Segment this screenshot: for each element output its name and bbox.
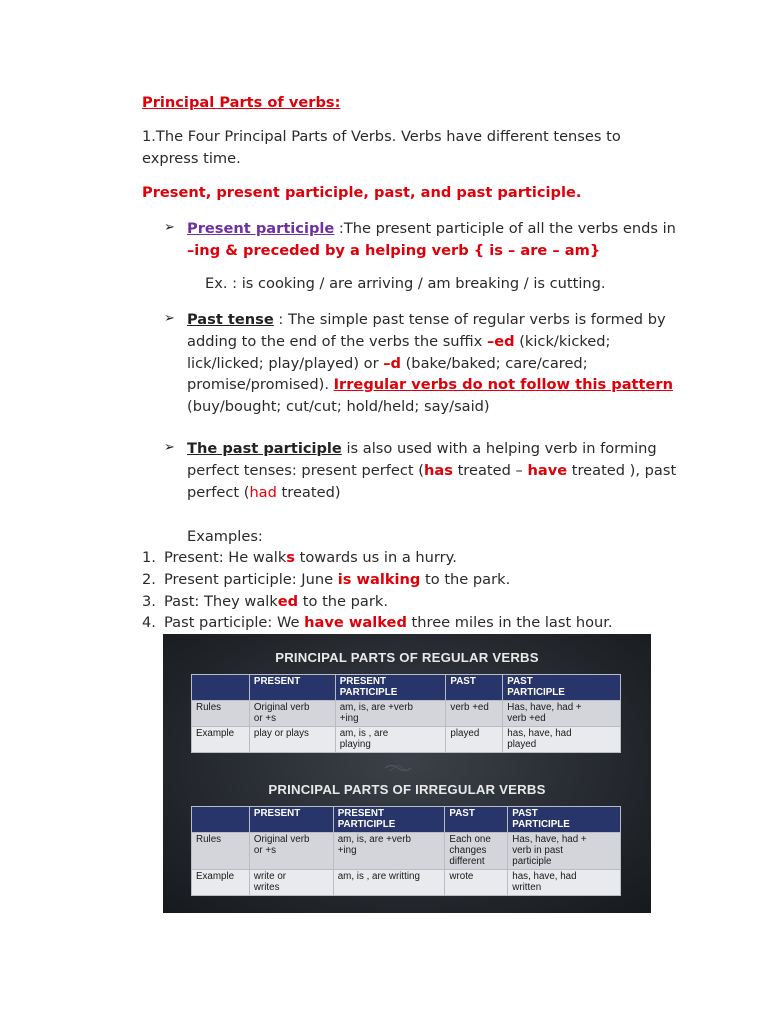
past-tense-text: (bake/baked; care/cared; [400, 355, 588, 372]
page-title: Principal Parts of verbs: [142, 94, 341, 111]
example-text: to the park. [420, 571, 511, 588]
table-cell: Example [192, 870, 250, 896]
table-row [192, 701, 621, 727]
arrow-bullet-icon: ➢ [164, 220, 175, 235]
past-participle-text: perfect ( [187, 484, 250, 501]
divider-ornament-icon [383, 762, 413, 774]
past-tense-line-5: (buy/bought; cut/cut; hold/held; say/said) [187, 398, 490, 415]
table-header-cell: PAST [445, 807, 508, 833]
example-item [142, 612, 613, 634]
past-tense-text: : The simple past tense of regular verbs is formed by [273, 311, 666, 328]
past-tense-line-4 [187, 374, 673, 396]
table-header-row [192, 675, 621, 701]
example-text: Present participle: June [164, 571, 338, 588]
list-number: 4. [142, 614, 156, 631]
example-highlight: ed [277, 593, 299, 610]
table-cell: Has, have, had + verb in past participle [508, 833, 621, 870]
past-participle-line-2 [187, 460, 676, 482]
present-participle-text: :The present participle of all the verbs ends in [334, 220, 676, 237]
example-text: three miles in the last hour. [406, 614, 613, 631]
table-cell: Original verb or +s [249, 833, 333, 870]
example-text: Past: They walk [164, 593, 278, 610]
table-header-cell: PRESENT PARTICIPLE [335, 675, 446, 701]
table-header-cell: PRESENT PARTICIPLE [333, 807, 445, 833]
had-word: had [249, 484, 277, 501]
past-participle-text: treated ), past [567, 462, 677, 479]
verb-tables-image [163, 634, 651, 913]
example-text: Past participle: We [164, 614, 305, 631]
present-participle-line-1 [187, 218, 676, 240]
table-header-cell: PAST PARTICIPLE [508, 807, 621, 833]
example-item [142, 547, 457, 569]
present-participle-term: Present participle [187, 220, 335, 237]
table-cell: Rules [192, 701, 250, 727]
past-participle-line-3 [187, 482, 341, 504]
table-cell: played [446, 727, 503, 753]
example-text: towards us in a hurry. [294, 549, 457, 566]
past-tense-line-3 [187, 353, 588, 375]
table-cell: verb +ed [446, 701, 503, 727]
table-cell: am, is , are writting [333, 870, 445, 896]
table-cell: am, is, are +verb +ing [335, 701, 446, 727]
table-header-cell: PAST PARTICIPLE [503, 675, 621, 701]
list-number: 1. [142, 549, 156, 566]
past-participle-text: treated – [452, 462, 528, 479]
present-participle-example: Ex. : is cooking / are arriving / am breaking / is cutting. [205, 275, 606, 292]
past-tense-text: lick/licked; play/played) or [187, 355, 384, 372]
list-number: 2. [142, 571, 156, 588]
table-cell: write or writes [249, 870, 333, 896]
irregular-verbs-title: PRINCIPAL PARTS OF IRREGULAR VERBS [268, 782, 546, 797]
table-header-cell: PAST [446, 675, 503, 701]
past-tense-text: (kick/kicked; [514, 333, 611, 350]
table-cell: Has, have, had + verb +ed [503, 701, 621, 727]
example-text: to the park. [298, 593, 388, 610]
examples-label: Examples: [187, 528, 263, 545]
past-participle-term: The past participle [187, 440, 342, 457]
table-cell: Original verb or +s [249, 701, 335, 727]
past-tense-text: adding to the end of the verbs the suffix [187, 333, 487, 350]
table-cell: has, have, had played [503, 727, 621, 753]
table-cell: Each one changes different [445, 833, 508, 870]
past-participle-line-1 [187, 438, 657, 460]
table-cell: am, is , are playing [335, 727, 446, 753]
has-word: has [424, 462, 453, 479]
table-cell: Rules [192, 833, 250, 870]
table-row [192, 727, 621, 753]
present-participle-line-2: –ing & preceded by a helping verb { is – are – am} [187, 242, 601, 259]
past-participle-text: is also used with a helping verb in forming [341, 440, 657, 457]
intro-line-1: 1.The Four Principal Parts of Verbs. Verbs have different tenses to [142, 128, 621, 145]
table-header-cell: PRESENT [249, 807, 333, 833]
table-header-row [192, 807, 621, 833]
intro-line-2: express time. [142, 150, 241, 167]
example-highlight: have walked [304, 614, 407, 631]
table-cell: play or plays [249, 727, 335, 753]
section-heading: Present, present participle, past, and past participle. [142, 184, 582, 201]
table-cell: wrote [445, 870, 508, 896]
example-highlight: s [286, 549, 295, 566]
past-participle-text: perfect tenses: present perfect ( [187, 462, 424, 479]
table-cell: am, is, are +verb +ing [333, 833, 445, 870]
irregular-verbs-table [191, 806, 621, 896]
past-tense-term: Past tense [187, 311, 274, 328]
example-text: Present: He walk [164, 549, 287, 566]
regular-verbs-title: PRINCIPAL PARTS OF REGULAR VERBS [275, 650, 539, 665]
past-tense-line-1 [187, 309, 666, 331]
past-tense-text: promise/promised). [187, 376, 334, 393]
table-header-cell [192, 675, 250, 701]
table-header-cell [192, 807, 250, 833]
irregular-note: Irregular verbs do not follow this pattern [333, 376, 673, 393]
example-item [142, 591, 388, 613]
example-highlight: is walking [337, 571, 421, 588]
list-number: 3. [142, 593, 156, 610]
regular-verbs-table [191, 674, 621, 753]
table-row [192, 833, 621, 870]
suffix-d: –d [383, 355, 401, 372]
suffix-ed: –ed [486, 333, 515, 350]
table-header-cell: PRESENT [249, 675, 335, 701]
past-tense-line-2 [187, 331, 610, 353]
table-cell: Example [192, 727, 250, 753]
table-cell: has, have, had written [508, 870, 621, 896]
table-row [192, 870, 621, 896]
example-item [142, 569, 510, 591]
arrow-bullet-icon: ➢ [164, 440, 175, 455]
have-word: have [527, 462, 568, 479]
past-participle-text: treated) [276, 484, 341, 501]
arrow-bullet-icon: ➢ [164, 311, 175, 326]
